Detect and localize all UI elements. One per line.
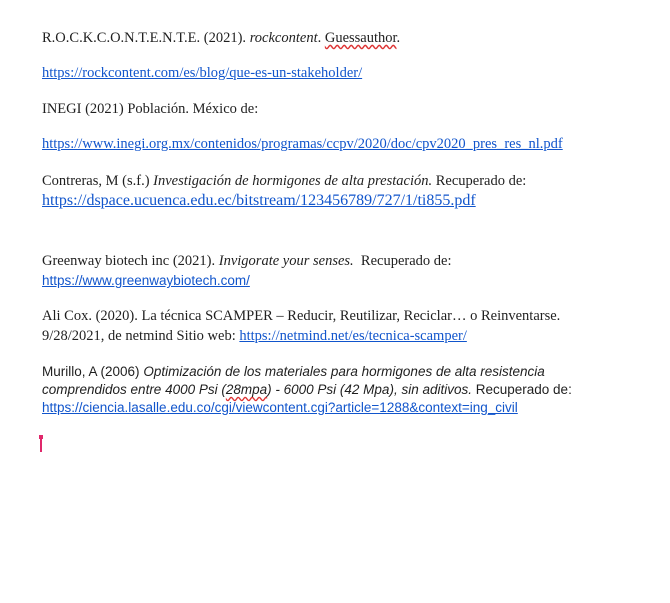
inegi-link[interactable]: https://www.inegi.org.mx/contenidos/programas/ccpv/2020/doc/cpv2020_pres_res_nl.pdf — [42, 136, 563, 152]
reference-contreras — [42, 173, 526, 190]
reference-site: Guessauthor — [324, 30, 397, 46]
reference-rockcontent-url-line — [42, 65, 362, 82]
reference-inegi — [42, 101, 258, 118]
reference-end: . — [396, 30, 401, 46]
reference-tail: Recuperado de: — [435, 173, 527, 189]
reference-tail: Recuperado de: — [360, 253, 452, 269]
reference-murillo — [42, 364, 545, 379]
reference-murillo-line2 — [42, 382, 572, 397]
reference-alicox — [42, 308, 560, 325]
text-cursor — [40, 435, 42, 452]
reference-inegi-url-line — [42, 136, 563, 153]
reference-text: INEGI (2021) Población. México de: — [42, 101, 259, 117]
reference-author: Contreras, M (s.f.) — [42, 173, 150, 189]
reference-alicox-line2 — [42, 328, 467, 345]
reference-title: Invigorate your senses. — [218, 253, 354, 269]
reference-text: Ali Cox. (2020). La técnica SCAMPER – Reducir, Reutilizar, Reciclar… o Reinventarse. — [42, 308, 561, 324]
reference-title: Investigación de hormigones de alta prestación. — [153, 173, 433, 189]
reference-title-part: ) - 6000 Psi (42 Mpa), sin aditivos. — [267, 382, 472, 397]
reference-greenway — [42, 253, 452, 270]
reference-author: R.O.C.K.C.O.N.T.E.N.T.E. (2021). — [42, 30, 247, 46]
reference-title-part: 28mpa — [225, 382, 268, 397]
reference-title: rockcontent — [249, 30, 318, 46]
reference-murillo-url-line — [42, 400, 518, 415]
lasalle-link[interactable]: https://ciencia.lasalle.edu.co/cgi/viewcontent.cgi?article=1288&context=ing_civil — [42, 400, 518, 415]
ucuenca-link[interactable]: https://dspace.ucuenca.edu.ec/bitstream/123456789/727/1/ti855.pdf — [42, 192, 476, 209]
reference-title-part: comprendidos entre 4000 Psi ( — [42, 382, 226, 397]
reference-author: Greenway biotech inc (2021). — [42, 253, 216, 269]
reference-rockcontent: R.O.C.K.C.O.N.T.E.N.T.E. (2021). rockcontent. Guessauthor. — [42, 30, 401, 46]
reference-title: Optimización de los materiales para hormigones de alta resistencia — [143, 364, 545, 379]
rockcontent-link[interactable]: https://rockcontent.com/es/blog/que-es-un-stakeholder/ — [42, 65, 363, 81]
greenway-link[interactable]: https://www.greenwaybiotech.com/ — [42, 273, 250, 288]
reference-tail: Recuperado de: — [475, 382, 572, 397]
reference-text: 9/28/2021, de netmind Sitio web: — [42, 328, 236, 344]
reference-contreras-url-line — [42, 192, 476, 210]
reference-greenway-url-line — [42, 273, 250, 288]
netmind-link[interactable]: https://netmind.net/es/tecnica-scamper/ — [239, 328, 467, 344]
reference-author: Murillo, A (2006) — [42, 364, 140, 379]
